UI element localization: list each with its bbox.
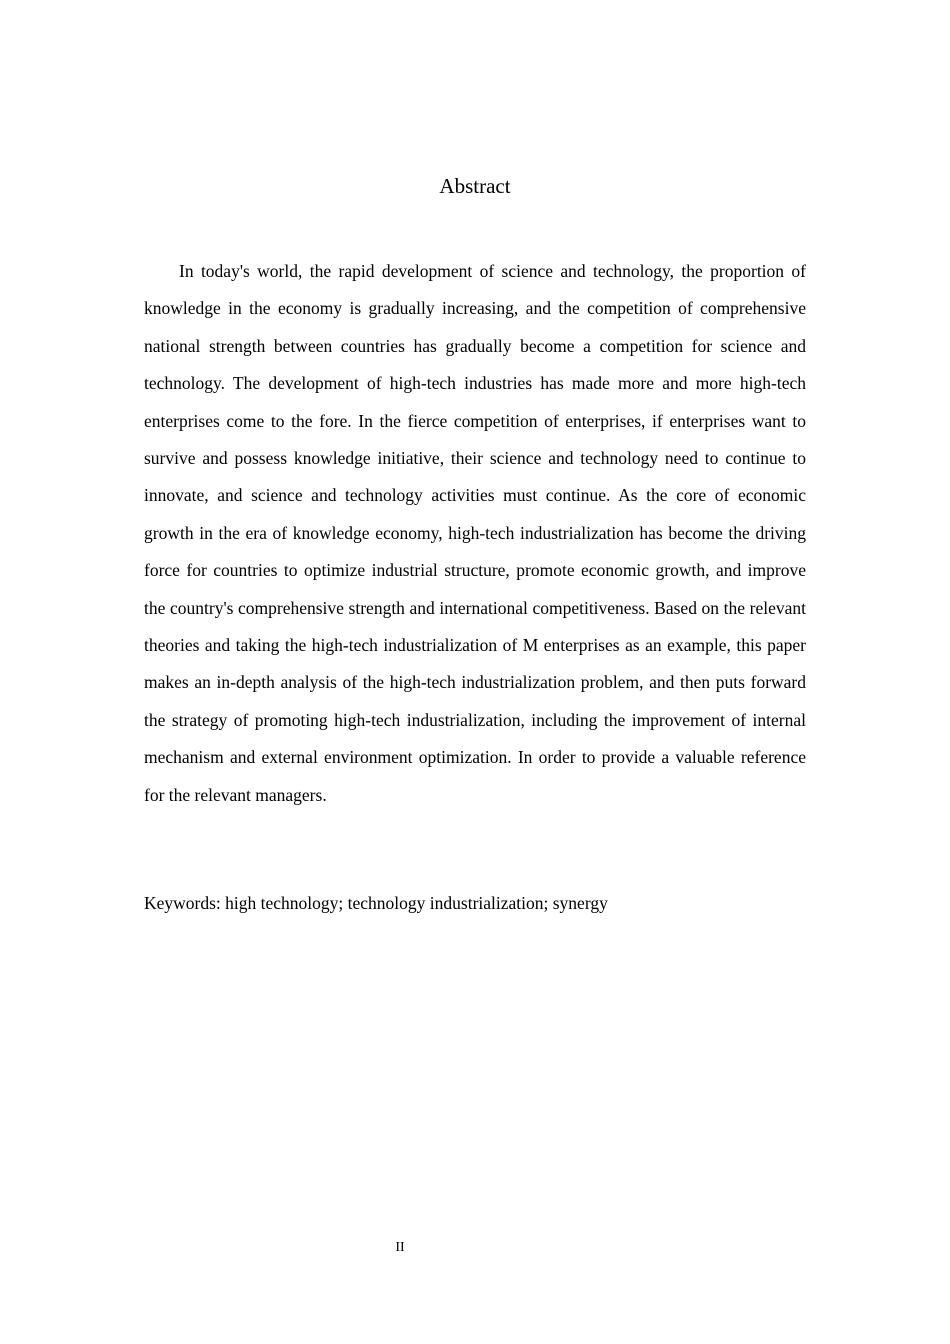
keywords-line: Keywords: high technology; technology industrialization; synergy [144, 893, 608, 913]
abstract-body: In today's world, the rapid development of science and technology, the proportion of knowledge in the economy is gradually increasing, and the competition of comprehensive national strength between countries has gradually become a competition for science and technology. The development of high-tech industries has made more and more high-tech enterprises come to the fore. In the fierce competition of enterprises, if enterprises want to survive and possess knowledge initiative, their science and technology need to continue to innovate, and science and technology activities must continue. As the core of economic growth in the era of knowledge economy, high-tech industrialization has become the driving force for countries to optimize industrial structure, promote economic growth, and improve the country's comprehensive strength and international competitiveness. Based on the relevant theories and taking the high-tech industrialization of M enterprises as an example, this paper makes an in-depth analysis of the high-tech industrialization problem, and then puts forward the strategy of promoting high-tech industrialization, including the improvement of internal mechanism and external environment optimization. In order to provide a valuable reference for the relevant managers. [144, 261, 806, 805]
abstract-title: Abstract [439, 174, 511, 198]
page-number: II [395, 1240, 405, 1255]
